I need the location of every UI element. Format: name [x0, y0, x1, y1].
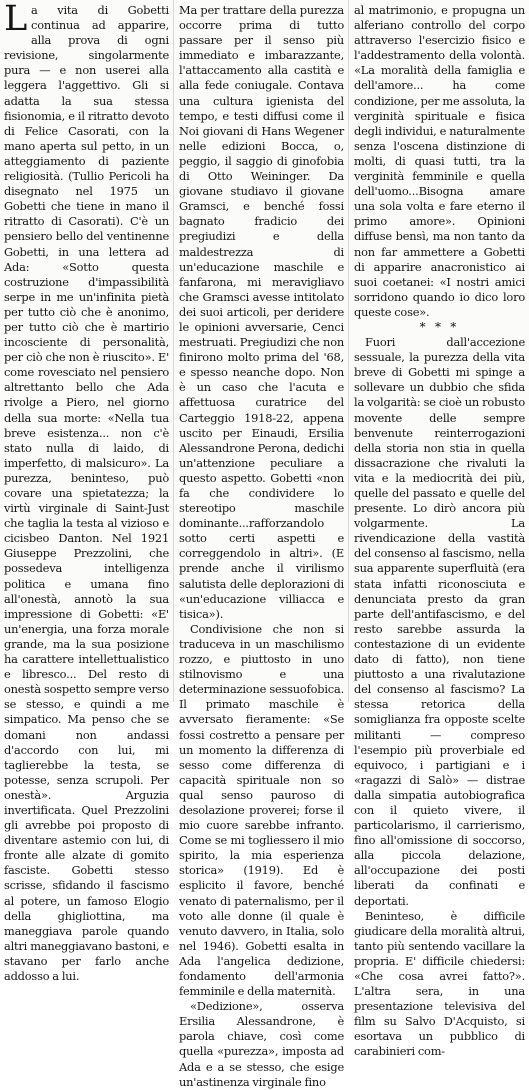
article-paragraph	[4, 0, 169, 984]
article-paragraph: Beninteso, è difficile giudicare della moralità altrui, tanto più sentendo vacillare la propria. E' difficile chiedersi: «Che cosa avrei fatto?». L'altra sera, in una presentazione televisiva del film su Salvo D'Acquisto, si esortava un pubblico di carabinieri com-	[354, 908, 525, 1059]
article-paragraph: Condivisione che non si traduceva in un maschilismo rozzo, e piuttosto in uno stilnovismo e una determinazione sessuofobica. Il primato maschile è avversato fieramente: «Se fossi costretto a pensare per un momento la differenza di sesso come differenza di capacità spirituale non so qual senso pauroso di desolazione proverei; forse il mio cuore sarebbe infranto. Come se mi togliessero il mio spirito, la mia esperienza storica» (1919). Ed è esplicito il favore, benché venato di paternalismo, per il voto alle donne (il quale è venuto davvero, in Italia, solo nel 1946). Gobetti esalta in Ada l'angelica dedizione, fondamento dell'armonia femminile e della maternità.	[179, 621, 344, 999]
article-paragraph: Fuori dall'accezione sessuale, la purezza della vita breve di Gobetti mi spinge a sollevare un dubbio che sfida la volgarità: se cioè un robusto movente delle sempre benvenute reinterrogazioni della storia non stia in quella dissacrazione che rivaluti la vita e la mediocrità dei più, quelle del passato e quelle del presente. Lo dirò ancora più volgarmente. La rivendicazione della vastità del consenso al fascismo, nella sua apparente superfluità (era stata infatti riconosciuta e denunciata presto da gran parte dell'antifascismo, e del resto sarebbe assurda la contestazione di un evidente dato di fatto), non tiene piuttosto a una rivalutazione del consenso al fascismo? La stessa retorica della somiglianza fra opposte scelte militanti — compreso l'esempio più proverbiale ed equivoco, i partigiani e i «ragazzi di Salò» — distrae dalla simpatia autobiografica con il quieto vivere, il particolarismo, il carrierismo, fino all'omissione di soccorso, alla piccola delazione, all'occupazione dei posti liberati da confinati e deportati.	[354, 335, 525, 908]
column-divider	[348, 0, 349, 702]
article-column-3	[354, 3, 525, 1059]
article-paragraph: al matrimonio, e propugna un alferiano controllo del corpo attraverso l'esercizio fisico e l'addestramento della volontà. «La moralità della famiglia e dell'amore... ha come condizione, per me assoluta, la verginità spirituale e fisica degli individui, e naturalmente senza l'oscena distinzione di molti, di quasi tutti, tra la verginità femminile e quella dell'uomo...Bisogna amare una sola volta e fare eterno il primo amore». Opinioni diffuse bensì, ma non tanto da non far ammettere a Gobetti di apparire anacronistico ai suoi coetanei: «I nostri amici sorridono quando io dico loro queste cose».	[354, 3, 525, 319]
article-column-2	[179, 3, 345, 1089]
article-column-1	[4, 0, 169, 983]
column-divider	[173, 0, 174, 702]
paragraph-text: a vita di Gobetti continua ad apparire, alla prova di ogni revisione, singolarmente pura — e non userei alla leggera l'aggettivo. Gli si adatta la sua stessa fisionomia, e il ritratto devoto di Felice Casorati, con la mano aperta sul petto, in un atteggiamento di paziente religiosità. (Tullio Pericoli ha disegnato nel 1975 un Gobetti che tiene in mano il ritratto di Casorati). C'è un pensiero bello del ventinenne Gobetti, in una lettera ad Ada: «Sotto questa costruzione d'impassibilità serpe in me un'infinita pietà per tutto ciò che è anonimo, per tutto ciò che è martirio incosciente di personalità, per ciò che non è riuscito». E' come rovesciato nel pensiero altrettanto bello che Ada rivolge a Piero, nel giorno della sua morte: «Nella tua breve esistenza... non c'è stato nulla di laido, di imperfetto, di malsicuro». La purezza, beninteso, può covare una spietatezza; la virtù virginale di Saint-Just che taglia la testa al vizioso e cicisbeo Danton. Nel 1921 Giuseppe Prezzolini, che possedeva intelligenza politica e umana fino all'onestà, annotò la sua impressione di Gobetti: «E' un'energia, una forza morale grande, ma la sua posizione ha carattere intellettualistico e libresco... Del resto di onestà sospetto sempre verso se stesso, e quindi a me simpatico. Ma penso che se domani non andassi d'accordo con lui, mi taglierebbe la testa, se potesse, senza scrupoli. Per onestà». Arguzia invertificata. Quel Prezzolini gli avrebbe poi proposto di diventare astemio con lui, di fronte alle alzate di gomito fasciste. Gobetti stesso scrisse, sfidando il fascismo al potere, un famoso Elogio della ghigliottina, ma maneggiava parole quando altri maneggiavano bastoni, e stavano per farlo anche addosso a lui.	[4, 3, 169, 983]
drop-cap: L	[4, 0, 28, 39]
article-paragraph: Ma per trattare della purezza occorre prima di tutto passare per il senso più immediato e imbarazzante, l'attaccamento alla castità e alla fede coniugale. Contava una cultura igienista del tempo, e testi diffusi come il Noi giovani di Hans Wegener nelle edizioni Bocca, o, peggio, il saggio di ginofobia di Otto Weininger. Da giovane studiavo il giovane Gramsci, e benché fossi bagnato fradicio dei pregiudizi e della maldestrezza di un'educazione maschile e fanfarona, mi meravigliavo che Gramsci avesse intitolato dei suoi articoli, per deridere le opinioni avversarie, Cenci mestruati. Pregiudizi che non finirono molto prima del '68, e spesso neanche dopo. Non è un caso che l'acuta e affettuosa curatrice del Carteggio 1918-22, appena uscito per Einaudi, Ersilia Alessandrone Perona, dedichi un'attenzione peculiare a questo aspetto. Gobetti «non fa che condividere lo stereotipo maschile dominante...rafforzandolo sotto certi aspetti e correggendolo in altri». (E prende anche il virilismo salutista delle deplorazioni di «un'educazione villiacca e tisica»).	[179, 3, 345, 621]
section-separator: * * *	[419, 319, 460, 334]
article-paragraph: «Dedizione», osserva Ersilia Alessandrone, è parola chiave, così come quella «purezza», imposta ad Ada e a se stesso, che esige un'astinenza virginale fino	[179, 999, 344, 1089]
